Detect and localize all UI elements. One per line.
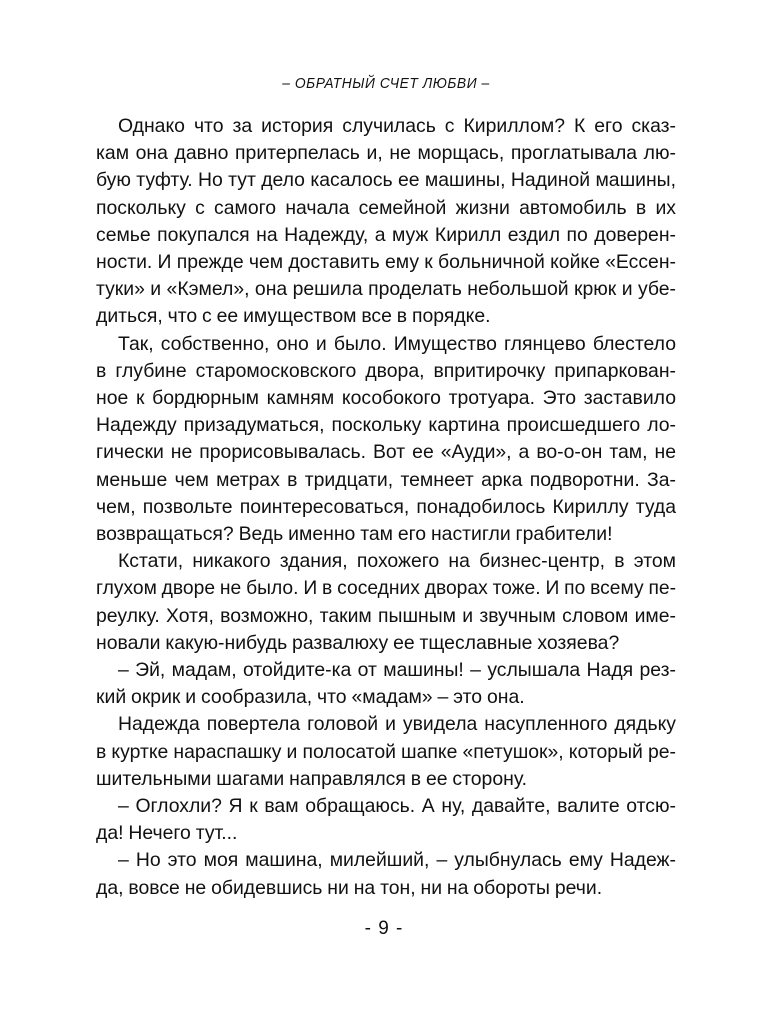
paragraph — [96, 113, 676, 331]
paragraph — [96, 711, 676, 793]
text-line: да! Нечего тут... — [96, 822, 238, 845]
text-line: диться, что с ее имуществом все в порядке. — [96, 305, 491, 328]
text-line: семье покупался на Надежду, а муж Кирилл ездил по доверен- — [96, 223, 676, 246]
text-line: гически не прорисовывалась. Вот ее «Ауди», а во-о-он там, не — [96, 441, 676, 464]
text-line: в глубине старомосковского двора, впритирочку припаркован- — [96, 359, 676, 382]
body-text — [96, 113, 676, 902]
page-body — [96, 74, 676, 902]
text-line: Надежду призадуматься, поскольку картина происшедшего ло- — [96, 414, 676, 437]
text-line: реулку. Хотя, возможно, таким пышным и звучным словом име- — [96, 604, 676, 627]
text-line: возвращаться? Ведь именно там его настигли грабители! — [96, 523, 613, 546]
paragraph — [96, 657, 676, 711]
text-line: бую туфту. Но тут дело касалось ее машины, Надиной машины, — [96, 169, 676, 192]
text-line: новали какую-нибудь развалюху ее тщеславные хозяева? — [96, 631, 620, 654]
text-line: – Оглохли? Я к вам обращаюсь. А ну, давайте, валите отсю- — [118, 795, 676, 818]
running-header: – ОБРАТНЫЙ СЧЕТ ЛЮБВИ – — [282, 75, 490, 92]
text-line: – Но это моя машина, милейший, – улыбнулась ему Надеж- — [118, 849, 676, 872]
text-line: меньше чем метрах в тридцати, темнеет арка подворотни. За- — [96, 468, 676, 491]
text-line: шительными шагами направлялся в ее сторону. — [96, 767, 527, 790]
text-line: Кстати, никакого здания, похожего на бизнес-центр, в этом — [118, 550, 676, 573]
text-line: чем, позвольте поинтересоваться, понадобилось Кириллу туда — [96, 495, 676, 518]
text-line: ное к бордюрным камням кособокого тротуара. Это заставило — [96, 387, 676, 410]
text-line: туки» и «Кэмел», она решила проделать небольшой крюк и убе- — [96, 278, 676, 301]
text-line: Надежда повертела головой и увидела насупленного дядьку — [118, 713, 676, 736]
text-line: в куртке нараспашку и полосатой шапке «петушок», который ре- — [96, 740, 676, 763]
paragraph — [96, 793, 676, 847]
text-line: Однако что за история случилась с Кириллом? К его сказ- — [118, 115, 676, 137]
paragraph — [96, 331, 676, 549]
text-line: глухом дворе не было. И в соседних дворах тоже. И по всему пе- — [96, 578, 676, 600]
text-line: кам она давно притерпелась и, не морщась, проглатывала лю- — [96, 142, 676, 165]
paragraph — [96, 847, 676, 901]
text-line: да, вовсе не обидевшись ни на тон, ни на обороты речи. — [96, 876, 603, 899]
text-line: – Эй, мадам, отойдите-ка от машины! – услышала Надя рез- — [118, 659, 676, 682]
text-line: кий окрик и сообразила, что «мадам» – это она. — [96, 686, 525, 709]
page-number: - 9 - — [364, 918, 404, 939]
text-line: поскольку с самого начала семейной жизни автомобиль в их — [96, 196, 676, 219]
text-line: ности. И прежде чем доставить ему к больничной койке «Ессен- — [96, 251, 676, 274]
paragraph — [96, 548, 676, 657]
text-line: Так, собственно, оно и было. Имущество глянцево блестело — [118, 332, 676, 355]
